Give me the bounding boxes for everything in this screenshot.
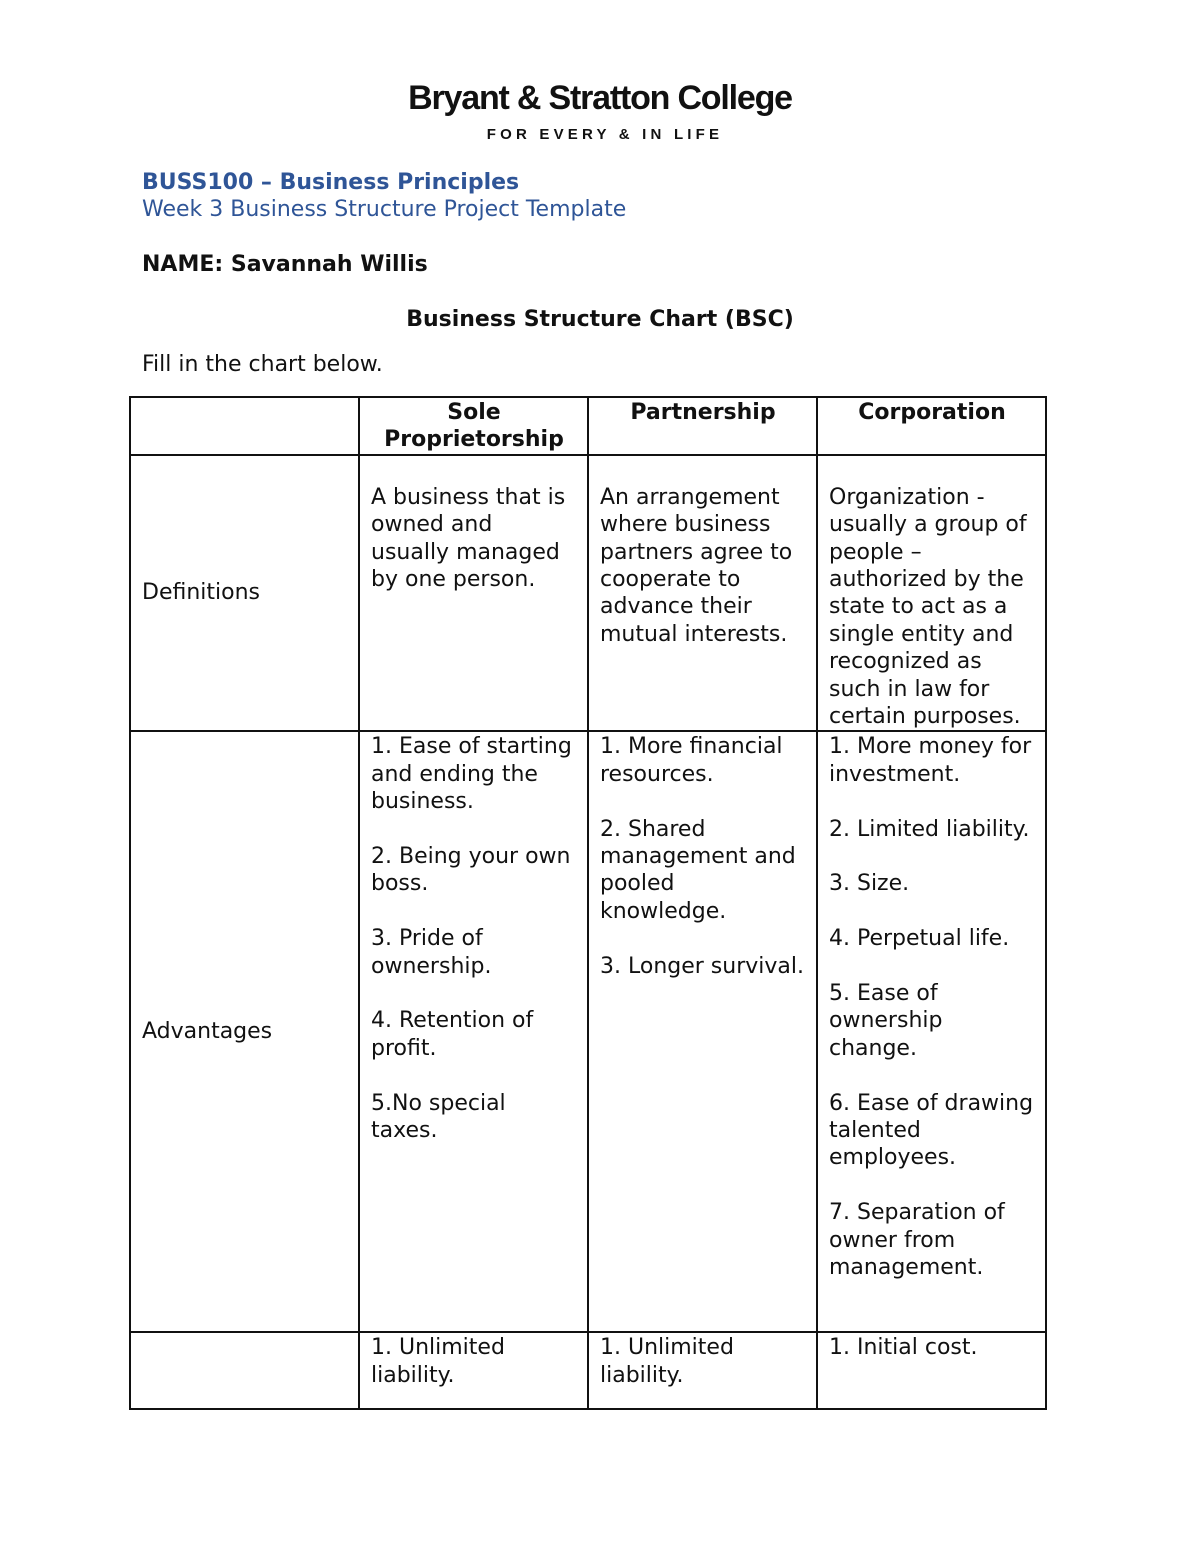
cell-item: 1. Ease of starting and ending the business. xyxy=(371,734,572,815)
logo-name: Bryant & Stratton College xyxy=(408,79,792,117)
advantages-partnership xyxy=(588,731,817,1332)
cell-item: A business that is owned and usually managed by one person. xyxy=(371,484,566,593)
cell-item: 1. More money for investment. xyxy=(829,734,1032,787)
cell-item: 5. Ease of ownership change. xyxy=(829,981,943,1061)
definition-sole-proprietorship xyxy=(359,455,588,732)
definition-corporation xyxy=(817,455,1046,732)
cell-item: 3. Longer survival. xyxy=(600,953,804,979)
disadvantages-corporation xyxy=(817,1332,1046,1409)
cell-item: 5.No special taxes. xyxy=(371,1090,506,1144)
course-subtitle: Week 3 Business Structure Project Template xyxy=(142,197,627,222)
cell-item: 6. Ease of drawing talented employees. xyxy=(829,1090,1034,1171)
cell-item: 1. Unlimited liability. xyxy=(371,1335,505,1388)
student-name-line xyxy=(142,252,428,277)
college-logo xyxy=(0,78,1200,143)
cell-item: 1. Unlimited liability. xyxy=(600,1335,734,1388)
header-cell-partnership: Partnership xyxy=(588,397,817,455)
table-header-row xyxy=(130,397,1046,455)
cell-item: 1. Initial cost. xyxy=(829,1335,978,1361)
row-label-disadvantages xyxy=(130,1332,359,1409)
chart-title: Business Structure Chart (BSC) xyxy=(406,307,794,332)
table-row-definitions xyxy=(130,455,1046,732)
table-row-disadvantages xyxy=(130,1332,1046,1409)
definition-partnership xyxy=(588,455,817,732)
table-row-advantages xyxy=(130,731,1046,1332)
advantages-corporation xyxy=(817,731,1046,1332)
name-label: NAME: xyxy=(142,252,224,277)
cell-item: 3. Size. xyxy=(829,871,910,897)
row-label-definitions: Definitions xyxy=(130,455,359,732)
cell-item: Organization -usually a group of people – authorized by the state to act as a single entity and recognized as such in law for certain purposes. xyxy=(829,484,1027,730)
student-name: Savannah Willis xyxy=(230,252,428,277)
cell-item: 1. More financial resources. xyxy=(600,734,783,787)
header-cell-sole-proprietorship: Sole Proprietorship xyxy=(359,397,588,455)
row-label-advantages: Advantages xyxy=(130,731,359,1332)
disadvantages-partnership xyxy=(588,1332,817,1409)
course-code-heading: BUSS100 – Business Principles xyxy=(142,170,520,195)
disadvantages-sole-proprietorship xyxy=(359,1332,588,1409)
cell-item: 4. Perpetual life. xyxy=(829,926,1010,952)
cell-item: An arrangement where business partners agree to cooperate to advance their mutual interests. xyxy=(600,484,793,647)
cell-item: 7. Separation of owner from management. xyxy=(829,1200,1005,1281)
advantages-sole-proprietorship xyxy=(359,731,588,1332)
cell-item: 4. Retention of profit. xyxy=(371,1008,534,1061)
header-cell-corporation: Corporation xyxy=(817,397,1046,455)
cell-item: 2. Shared management and pooled knowledge. xyxy=(600,816,796,924)
chart-instructions: Fill in the chart below. xyxy=(142,352,383,377)
logo-tagline: FOR EVERY & IN LIFE xyxy=(486,126,724,143)
cell-item: 2. Limited liability. xyxy=(829,816,1030,842)
header-cell-empty xyxy=(130,397,359,455)
business-structure-table xyxy=(129,396,1047,1410)
cell-item: 2. Being your own boss. xyxy=(371,844,571,897)
cell-item: 3. Pride of ownership. xyxy=(371,926,492,979)
